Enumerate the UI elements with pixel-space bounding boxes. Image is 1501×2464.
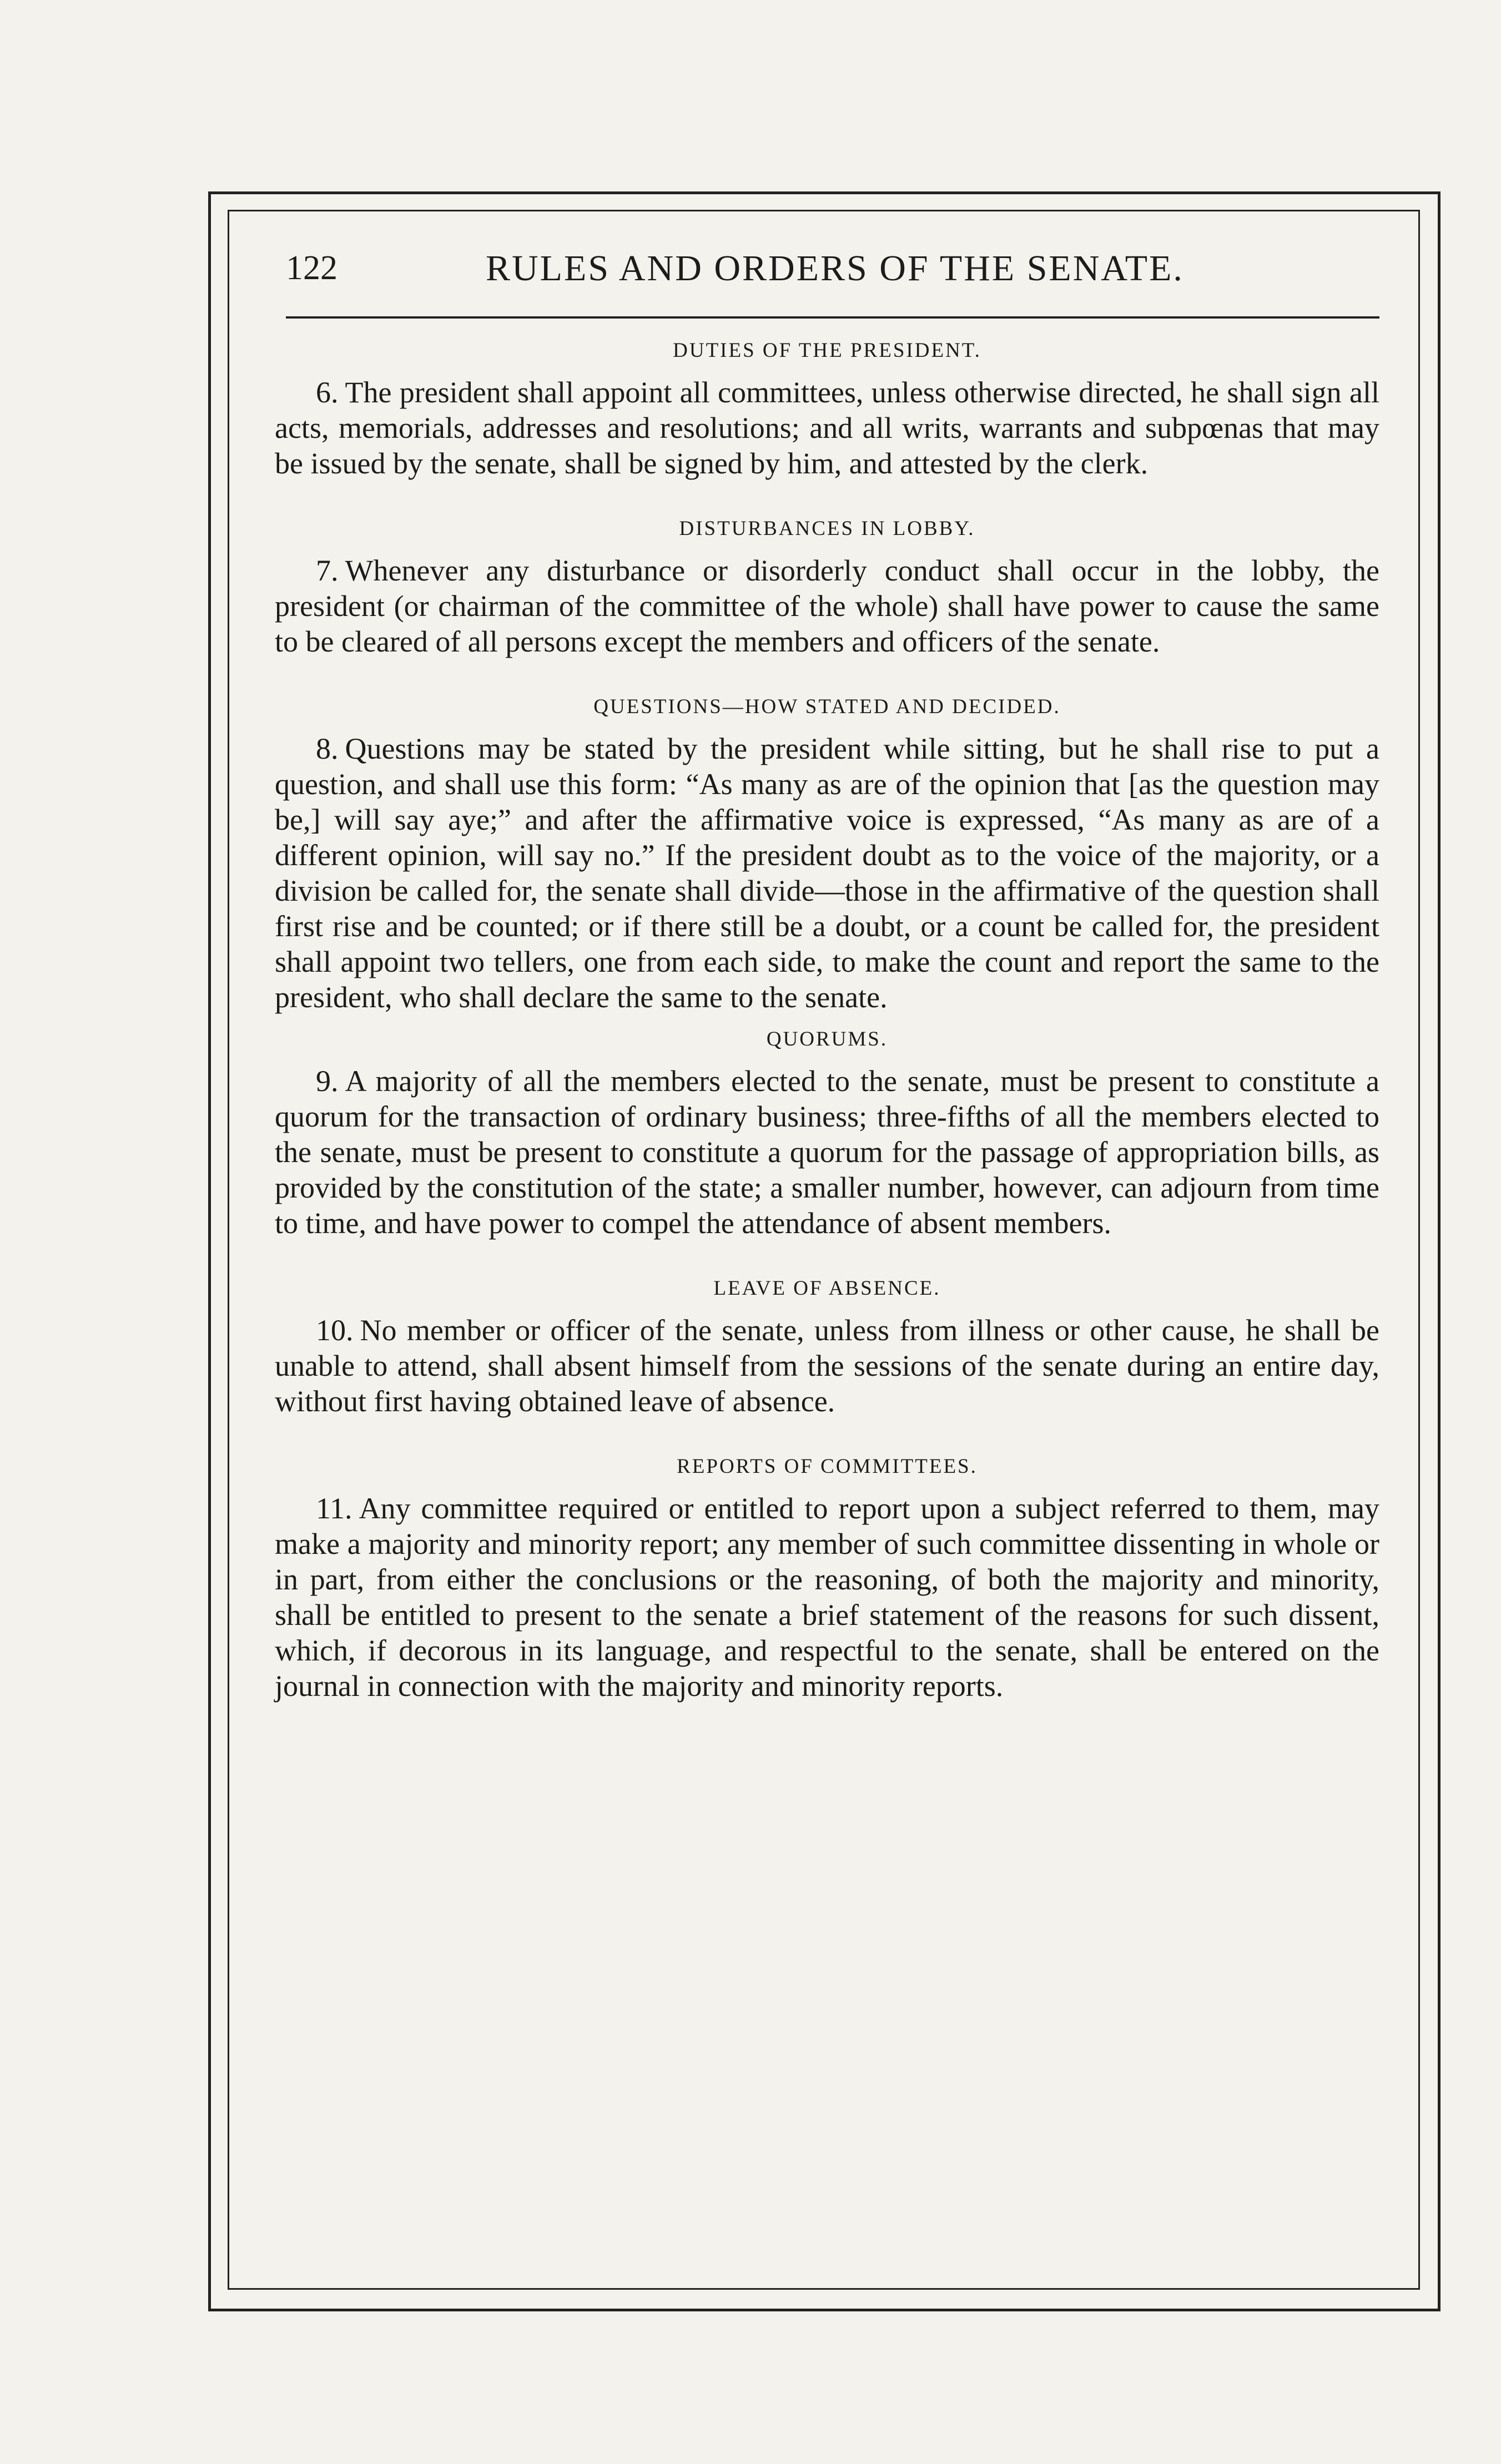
rules-list — [275, 339, 1379, 1739]
header-rule — [286, 316, 1379, 319]
rule-body: Whenever any disturbance or disorderly conduct shall occur in the lobby, the president (or chairman of the committee of the whole) shall have power to cause the same to be cleared of all persons except the members and officers of the senate. — [275, 554, 1379, 658]
rule-paragraph — [275, 375, 1379, 481]
rule-body: The president shall appoint all committees, unless otherwise directed, he shall sign all acts, memorials, addresses and resolutions; and all writs, warrants and subpœnas that may be issued by the senate, shall be signed by him, and attested by the clerk. — [275, 376, 1379, 480]
rule-paragraph — [275, 731, 1379, 1015]
section-leave-of-absence — [275, 1276, 1379, 1419]
section-reports-of-committees — [275, 1455, 1379, 1704]
rule-number: 7. — [316, 554, 339, 587]
section-heading: REPORTS OF COMMITTEES. — [677, 1455, 978, 1478]
section-heading: QUORUMS. — [766, 1028, 888, 1051]
section-heading: DUTIES OF THE PRESIDENT. — [673, 339, 981, 362]
section-heading: DISTURBANCES IN LOBBY. — [679, 517, 975, 540]
rule-body: Questions may be stated by the president while sitting, but he shall rise to put a question, and shall use this form: “As many as are of the opinion that [as the question may be,] will say aye;” and after the affirmative voice is expressed, “As many as are of a different opinion, will say no.” If the president doubt as to the voice of the majority, or a division be called for, the senate shall divide—those in the affirmative of the question shall first rise and be counted; or if there still be a doubt, or a count be called for, the president shall appoint two tellers, one from each side, to make the count and report the same to the president, who shall declare the same to the senate. — [275, 732, 1379, 1014]
page-header — [275, 244, 1379, 305]
rule-paragraph — [275, 553, 1379, 659]
rule-paragraph — [275, 1063, 1379, 1241]
running-head: RULES AND ORDERS OF THE SENATE. — [486, 248, 1184, 289]
rule-number: 9. — [316, 1064, 339, 1098]
rule-body: A majority of all the members elected to the senate, must be present to constitute a quorum for the transaction of ordinary business; three-fifths of all the members elected to the senate, must be present to constitute a quorum for the passage of appropriation bills, as provided by the constitution of the state; a smaller number, however, can adjourn from time to time, and have power to compel the attendance of absent members. — [275, 1064, 1379, 1240]
rule-body: No member or officer of the senate, unless from illness or other cause, he shall be unable to attend, shall absent himself from the sessions of the senate during an entire day, without first having obtained leave of absence. — [275, 1314, 1379, 1418]
rule-body: Any committee required or entitled to report upon a subject referred to them, may make a majority and minority report; any member of such committee dissenting in whole or in part, from either the conclusions or the reasoning, of both the majority and minority, shall be entitled to present to the senate a brief statement of the reasons for such dissent, which, if decorous in its language, and respectful to the senate, shall be entered on the journal in connection with the majority and minority reports. — [275, 1492, 1379, 1703]
section-questions — [275, 695, 1379, 1015]
rule-number: 6. — [316, 376, 339, 409]
rule-paragraph — [275, 1491, 1379, 1704]
section-heading: QUESTIONS—HOW STATED AND DECIDED. — [593, 695, 1061, 718]
rule-number: 10. — [316, 1314, 354, 1347]
section-quorums — [275, 1027, 1379, 1241]
page-content — [275, 244, 1379, 1703]
rule-number: 8. — [316, 732, 339, 765]
section-duties-of-president — [275, 339, 1379, 481]
section-heading: LEAVE OF ABSENCE. — [713, 1277, 941, 1300]
rule-number: 11. — [316, 1492, 352, 1525]
section-disturbances-in-lobby — [275, 517, 1379, 659]
page-number: 122 — [286, 249, 338, 287]
rule-paragraph — [275, 1312, 1379, 1419]
